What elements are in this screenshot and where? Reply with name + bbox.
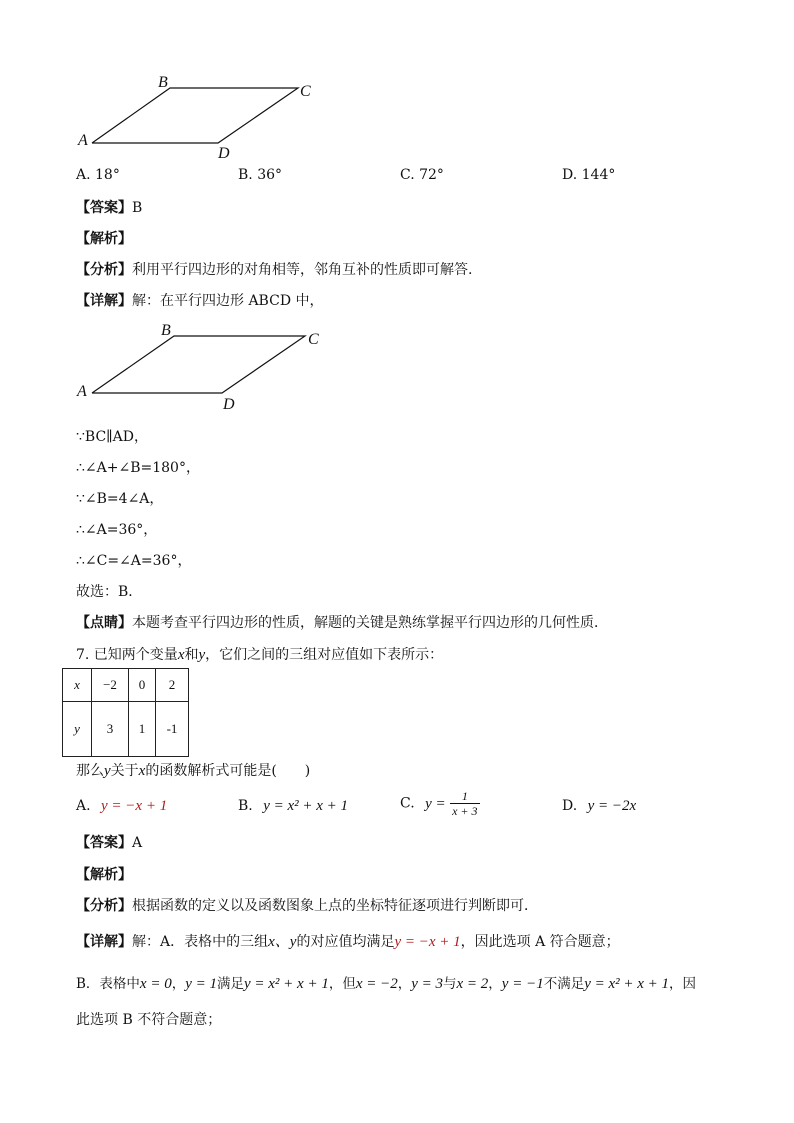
q7-stem-text-1: 7. 已知两个变量 [76, 647, 178, 663]
option-formula: y = x² + x + 1 [263, 798, 349, 814]
vertex-label-c: C [300, 83, 311, 100]
xiangjie-text-3: ，因此选项 A 符合题意； [460, 934, 620, 950]
fraction-denominator: x + 3 [452, 804, 478, 818]
text: ， [397, 976, 412, 992]
text: ，但 [328, 976, 356, 992]
vertex-label-d: D [223, 396, 235, 413]
xiangjie-text: 解：在平行四边形 ABCD 中， [132, 293, 324, 309]
parallelogram-outline [92, 88, 298, 143]
text: 满足 [216, 976, 244, 992]
q7-fenxi [76, 897, 538, 915]
q6-option-a: A. 18° [76, 167, 120, 183]
fenxi-text: 根据函数的定义以及函数图象上点的坐标特征逐项进行判断即可． [132, 898, 538, 914]
xiangjie-vars: x、y [268, 934, 297, 950]
xiangjie-formula: y = −x + 1 [394, 934, 461, 950]
q7-option-b [238, 797, 348, 815]
table-cell: −2 [92, 669, 129, 702]
fenxi-tag: 【分析】 [76, 898, 132, 914]
q7-option-a [76, 797, 167, 815]
text: B．表格中 [76, 976, 140, 992]
vertex-label-d: D [218, 145, 230, 160]
dianjing-text: 本题考查平行四边形的性质，解题的关键是熟练掌握平行四边形的几何性质． [132, 615, 608, 631]
q6-answer [76, 199, 142, 217]
table-row [63, 702, 189, 757]
option-label: B. [238, 798, 253, 814]
q7-var-y: y [198, 647, 206, 663]
option-label: A. [76, 798, 91, 814]
parallelogram-figure-1 [70, 70, 330, 160]
vertex-label-a: A [78, 132, 88, 149]
formula: x = −2 [355, 976, 398, 992]
vertex-label-b: B [158, 74, 168, 91]
values-table [62, 668, 189, 757]
q6-step-4: ∴∠A=36°， [76, 522, 158, 538]
q6-step-2: ∴∠A+∠B=180°， [76, 460, 200, 476]
q7-stem-text-2: ，它们之间的三组对应值如下表所示： [205, 647, 444, 663]
q7-ask-var-y: y [104, 763, 111, 779]
text: ， [488, 976, 502, 992]
q7-var-x: x [177, 647, 185, 663]
q7-xiangjie [76, 933, 620, 951]
option-fraction [450, 789, 479, 818]
table-row [63, 669, 189, 702]
formula: x = 2 [456, 976, 489, 992]
fenxi-text: 利用平行四边形的对角相等，邻角互补的性质即可解答. [132, 262, 473, 278]
q7-ask [76, 762, 310, 780]
text: ，因 [669, 976, 697, 992]
q6-step-6: 故选：B． [76, 584, 143, 600]
fenxi-tag: 【分析】 [76, 262, 132, 278]
answer-value: A [132, 835, 143, 851]
vertex-label-b: B [161, 322, 171, 339]
answer-value: B [132, 200, 143, 216]
q6-dianjing [76, 614, 608, 632]
vertex-label-a: A [77, 383, 87, 400]
formula: y = 1 [185, 976, 217, 992]
xiangjie-text-1: 解：A．表格中的三组 [132, 934, 269, 950]
table-cell: 2 [156, 669, 189, 702]
q7-explain-b-line1 [76, 975, 696, 993]
fraction-numerator: 1 [450, 789, 479, 804]
q7-option-c [400, 789, 480, 818]
q6-option-b: B. 36° [238, 167, 283, 183]
option-formula: y = −x + 1 [101, 798, 168, 814]
text: 不满足 [543, 976, 585, 992]
q6-xiangjie [76, 292, 324, 310]
table-cell: y [63, 702, 92, 757]
q6-jiexi-tag: 【解析】 [76, 231, 132, 247]
q6-step-5: ∴∠C=∠A=36°， [76, 553, 192, 569]
option-label: C. [400, 795, 415, 812]
q7-answer [76, 834, 142, 852]
formula: y = −1 [501, 976, 544, 992]
q6-fenxi [76, 261, 472, 279]
text: 与 [443, 976, 457, 992]
q7-explain-b-line2: 此选项 B 不符合题意； [76, 1012, 222, 1028]
table-cell: 3 [92, 702, 129, 757]
q7-jiexi-tag: 【解析】 [76, 867, 132, 883]
option-formula-lhs: y = [425, 795, 446, 812]
q7-ask-var-x: x [138, 763, 146, 779]
q6-step-1: ∵BC∥AD， [76, 429, 148, 445]
formula: y = x² + x + 1 [584, 976, 670, 992]
formula: x = 0 [139, 976, 172, 992]
formula: y = x² + x + 1 [243, 976, 329, 992]
q6-option-d: D. 144° [562, 167, 616, 183]
xiangjie-text-2: 的对应值均满足 [296, 934, 395, 950]
option-label: D. [562, 798, 578, 814]
parallelogram-figure-2 [70, 318, 340, 413]
dianjing-tag: 【点睛】 [76, 615, 132, 631]
table-cell: 1 [129, 702, 156, 757]
q7-stem-and: 和 [184, 647, 199, 663]
q7-stem [76, 646, 443, 664]
table-cell: x [63, 669, 92, 702]
table-cell: -1 [156, 702, 189, 757]
vertex-label-c: C [308, 331, 319, 348]
q7-ask-text-2: 关于 [110, 763, 139, 779]
answer-tag: 【答案】 [76, 200, 132, 216]
xiangjie-tag: 【详解】 [76, 934, 132, 950]
q7-ask-text-1: 那么 [76, 763, 104, 779]
answer-tag: 【答案】 [76, 835, 132, 851]
q7-ask-text-3: 的函数解析式可能是( ) [145, 763, 311, 779]
parallelogram-outline [92, 336, 305, 393]
q6-option-c: C. 72° [400, 167, 444, 183]
xiangjie-tag: 【详解】 [76, 293, 132, 309]
q7-option-d [562, 797, 636, 815]
table-cell: 0 [129, 669, 156, 702]
formula: y = 3 [411, 976, 444, 992]
text: ， [171, 976, 186, 992]
q6-step-3: ∵∠B=4∠A， [76, 491, 164, 507]
option-formula: y = −2x [587, 798, 637, 814]
